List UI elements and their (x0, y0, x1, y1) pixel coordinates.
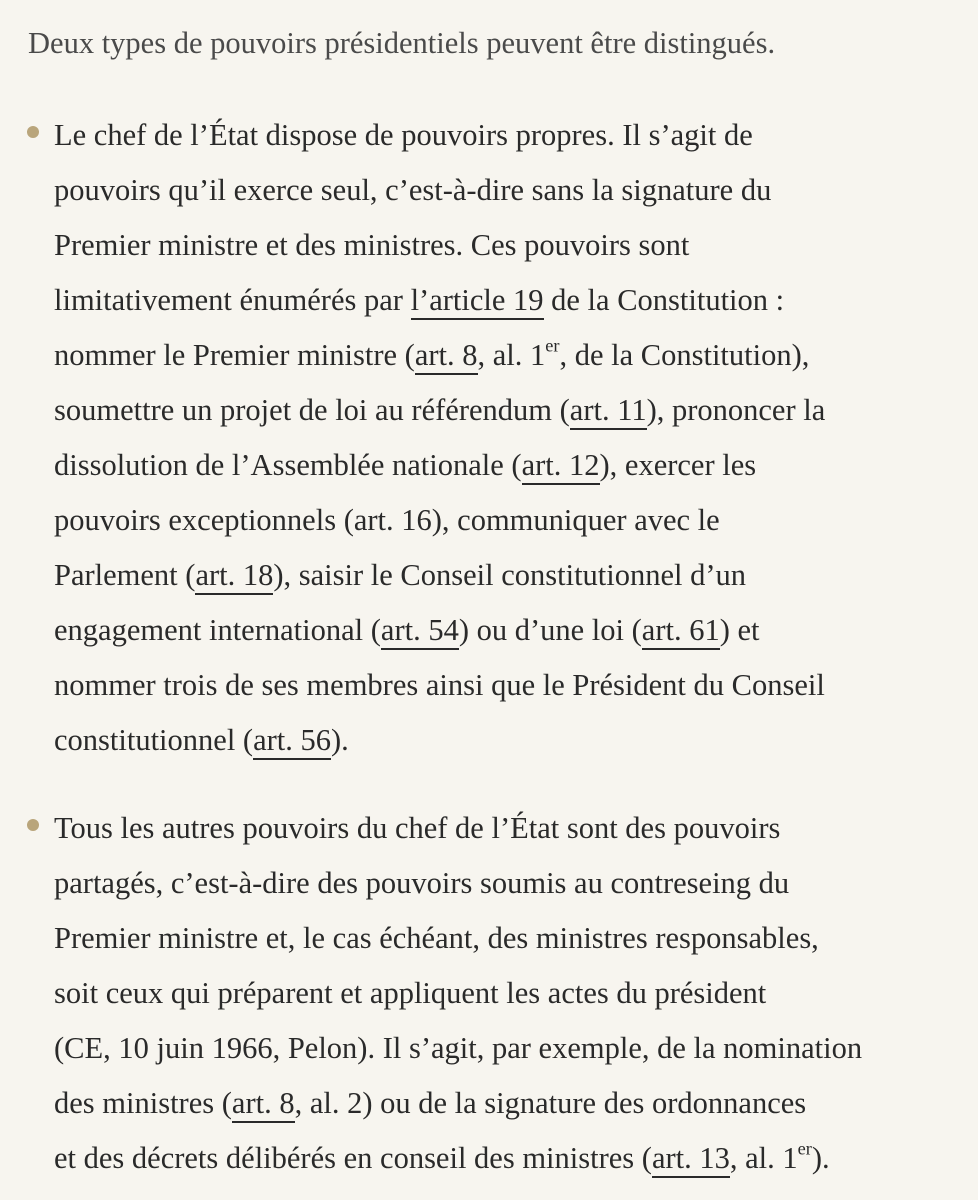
text-line: dissolution de l’Assemblée nationale (art. 12), exercer les (54, 438, 974, 493)
text-line: Premier ministre et des ministres. Ces pouvoirs sont (54, 228, 690, 262)
text-line: Tous les autres pouvoirs du chef de l’État sont des pouvoirs (54, 811, 781, 845)
article-link-art-11[interactable]: art. 11 (570, 393, 647, 430)
superscript: er (797, 1138, 812, 1159)
text-line: Parlement (art. 18), saisir le Conseil constitutionnel d’un (54, 548, 974, 603)
article-link-art-56[interactable]: art. 56 (253, 723, 331, 760)
text-line: engagement international (art. 54) ou d’une loi (art. 61) et (54, 603, 974, 658)
text-line: des ministres (art. 8, al. 2) ou de la signature des ordonnances (54, 1076, 974, 1131)
text-line: soit ceux qui préparent et appliquent les actes du président (54, 976, 767, 1010)
intro-paragraph: Deux types de pouvoirs présidentiels peuvent être distingués. (28, 26, 776, 60)
text-line: soumettre un projet de loi au référendum (art. 11), prononcer la (54, 383, 974, 438)
bullet-dot-icon (27, 819, 39, 831)
text-line: et des décrets délibérés en conseil des ministres (art. 13, al. 1er). (54, 1131, 974, 1186)
text-line: nommer trois de ses membres ainsi que le Président du Conseil (54, 668, 825, 702)
text-line: constitutionnel (art. 56). (54, 713, 974, 768)
bullet-dot-icon (27, 126, 39, 138)
text-line: partagés, c’est-à-dire des pouvoirs soumis au contreseing du (54, 866, 790, 900)
bullet-text (54, 108, 974, 768)
article-link-art-61[interactable]: art. 61 (642, 613, 720, 650)
text-line: Le chef de l’État dispose de pouvoirs propres. Il s’agit de (54, 118, 753, 152)
text-line: limitativement énumérés par l’article 19 de la Constitution : (54, 273, 974, 328)
superscript: er (545, 335, 560, 356)
text-line: (CE, 10 juin 1966, Pelon). Il s’agit, par exemple, de la nomination (54, 1031, 863, 1065)
text-line: pouvoirs qu’il exerce seul, c’est-à-dire sans la signature du (54, 173, 772, 207)
text-line: pouvoirs exceptionnels (art. 16), communiquer avec le (54, 503, 720, 537)
article-link-art-13[interactable]: art. 13 (652, 1141, 730, 1178)
article-link-art-8[interactable]: art. 8 (232, 1086, 295, 1123)
text-line: Premier ministre et, le cas échéant, des ministres responsables, (54, 921, 819, 955)
article-link-art-54[interactable]: art. 54 (381, 613, 459, 650)
article-link-l-article-19[interactable]: l’article 19 (411, 283, 544, 320)
article-link-art-8[interactable]: art. 8 (415, 338, 478, 375)
bullet-text (54, 801, 974, 1186)
text-line: nommer le Premier ministre (art. 8, al. 1er, de la Constitution), (54, 328, 974, 383)
article-link-art-12[interactable]: art. 12 (522, 448, 600, 485)
article-link-art-18[interactable]: art. 18 (195, 558, 273, 595)
